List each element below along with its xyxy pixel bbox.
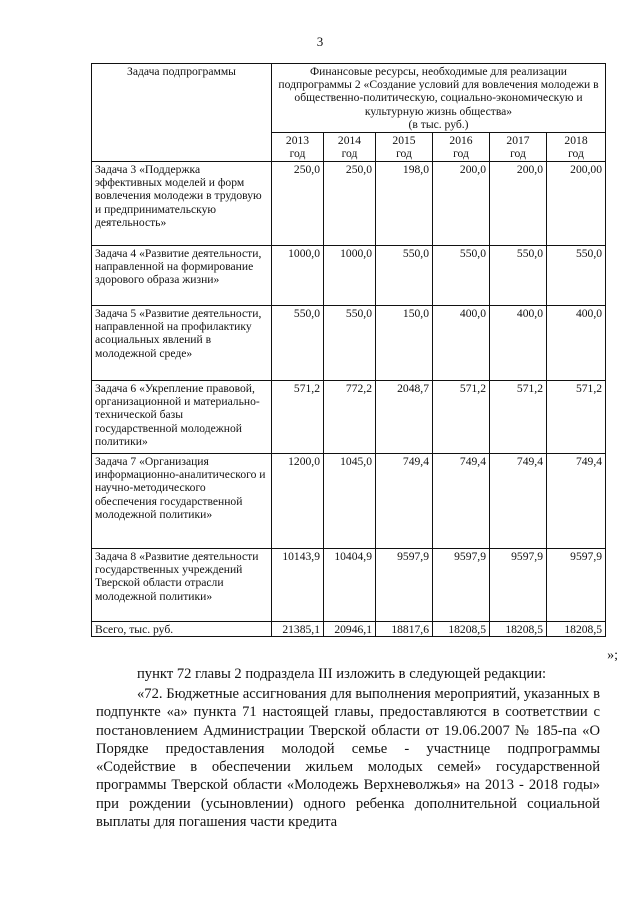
value-cell: 749,4: [433, 454, 490, 549]
budget-table: [91, 63, 606, 637]
year-label: 2018: [564, 134, 588, 148]
value-cell: 9597,9: [547, 549, 606, 622]
value-cell: 2048,7: [376, 381, 433, 454]
value-cell: 749,4: [547, 454, 606, 549]
value-cell: 550,0: [376, 246, 433, 306]
paragraph-intro: пункт 72 главы 2 подраздела III изложить в следующей редакции:: [137, 666, 547, 682]
table-row: [92, 306, 606, 381]
task-cell: Задача 7 «Организация информационно-аналитического и научно-методического обеспечения государственной молодежной политики»: [92, 454, 272, 549]
table-row: [92, 454, 606, 549]
value-cell: 1045,0: [324, 454, 376, 549]
value-cell: 571,2: [490, 381, 547, 454]
value-cell: 400,0: [433, 306, 490, 381]
value-cell: 198,0: [376, 162, 433, 246]
task-cell: Задача 6 «Укрепление правовой, организационной и материально-технической базы государственной молодежной политики»: [92, 381, 272, 454]
value-cell: 571,2: [272, 381, 324, 454]
value-cell: 550,0: [324, 306, 376, 381]
year-suffix: год: [510, 147, 526, 161]
year-suffix: год: [568, 147, 584, 161]
total-value-cell: 21385,1: [272, 622, 324, 637]
year-label: 2017: [506, 134, 530, 148]
value-cell: 550,0: [433, 246, 490, 306]
table-row: [92, 162, 606, 246]
value-cell: 250,0: [272, 162, 324, 246]
total-value-cell: 18817,6: [376, 622, 433, 637]
year-header: [324, 133, 376, 162]
value-cell: 550,0: [490, 246, 547, 306]
year-suffix: год: [341, 147, 358, 161]
closing-quote: »;: [607, 648, 618, 663]
value-cell: 200,0: [490, 162, 547, 246]
year-suffix: год: [453, 147, 469, 161]
year-header: [433, 133, 490, 162]
year-header: [272, 133, 324, 162]
year-suffix: год: [289, 147, 306, 161]
year-suffix: год: [396, 147, 412, 161]
table-row: [92, 381, 606, 454]
table-header-row: [92, 64, 606, 133]
value-cell: 1200,0: [272, 454, 324, 549]
total-row: [92, 622, 606, 637]
value-cell: 150,0: [376, 306, 433, 381]
value-cell: 749,4: [490, 454, 547, 549]
total-value-cell: 18208,5: [433, 622, 490, 637]
value-cell: 9597,9: [433, 549, 490, 622]
value-cell: 550,0: [272, 306, 324, 381]
value-cell: 400,0: [490, 306, 547, 381]
value-cell: 1000,0: [324, 246, 376, 306]
task-cell: Задача 8 «Развитие деятельности государственных учреждений Тверской области отрасли молодежной политики»: [92, 549, 272, 622]
value-cell: 571,2: [433, 381, 490, 454]
year-header: [490, 133, 547, 162]
value-cell: 571,2: [547, 381, 606, 454]
paragraph-item-72: «72. Бюджетные ассигнования для выполнения мероприятий, указанных в подпункте «а» пункта 71 настоящей главы, предоставляются в соответствии с постановлением Администрации Тверской области от 19.06.2007 № 185-па «О Порядке предоставления молодой семье - участнице подпрограммы «Содействие в обеспечении жильем молодых семей» государственной программы Тверской области «Молодежь Верхневолжья» на 2013 - 2018 годы» при рождении (усыновлении) одного ребенка дополнительной социальной выплаты для погашения части кредита: [96, 686, 600, 831]
value-cell: 400,0: [547, 306, 606, 381]
total-value-cell: 18208,5: [490, 622, 547, 637]
task-cell: Задача 3 «Поддержка эффективных моделей и форм вовлечения молодежи в трудовую и предпринимательскую деятельность»: [92, 162, 272, 246]
page-number: 3: [316, 34, 324, 49]
task-column-header: Задача подпрограммы: [92, 64, 272, 162]
year-header: [376, 133, 433, 162]
task-cell: Задача 4 «Развитие деятельности, направленной на формирование здорового образа жизни»: [92, 246, 272, 306]
value-cell: 10143,9: [272, 549, 324, 622]
total-value-cell: 18208,5: [547, 622, 606, 637]
finance-column-header: [272, 64, 606, 133]
finance-header-text: Финансовые ресурсы, необходимые для реализации подпрограммы 2 «Создание условий для вовлечения молодежи в общественно-политическую, социально-экономическую и культурную жизнь общества»: [278, 65, 599, 118]
year-label: 2014: [337, 134, 362, 148]
year-label: 2013: [285, 134, 310, 148]
value-cell: 550,0: [547, 246, 606, 306]
table-row: [92, 549, 606, 622]
value-cell: 1000,0: [272, 246, 324, 306]
year-label: 2015: [392, 134, 416, 148]
task-cell: Задача 5 «Развитие деятельности, направленной на профилактику асоциальных явлений в молодежной среде»: [92, 306, 272, 381]
year-header: [547, 133, 606, 162]
value-cell: 772,2: [324, 381, 376, 454]
value-cell: 10404,9: [324, 549, 376, 622]
year-label: 2016: [449, 134, 473, 148]
value-cell: 9597,9: [376, 549, 433, 622]
value-cell: 200,00: [547, 162, 606, 246]
value-cell: 749,4: [376, 454, 433, 549]
total-label: Всего, тыс. руб.: [92, 622, 272, 637]
value-cell: 200,0: [433, 162, 490, 246]
value-cell: 250,0: [324, 162, 376, 246]
total-value-cell: 20946,1: [324, 622, 376, 637]
unit-label: (в тыс. руб.): [408, 117, 469, 131]
table-row: [92, 246, 606, 306]
value-cell: 9597,9: [490, 549, 547, 622]
